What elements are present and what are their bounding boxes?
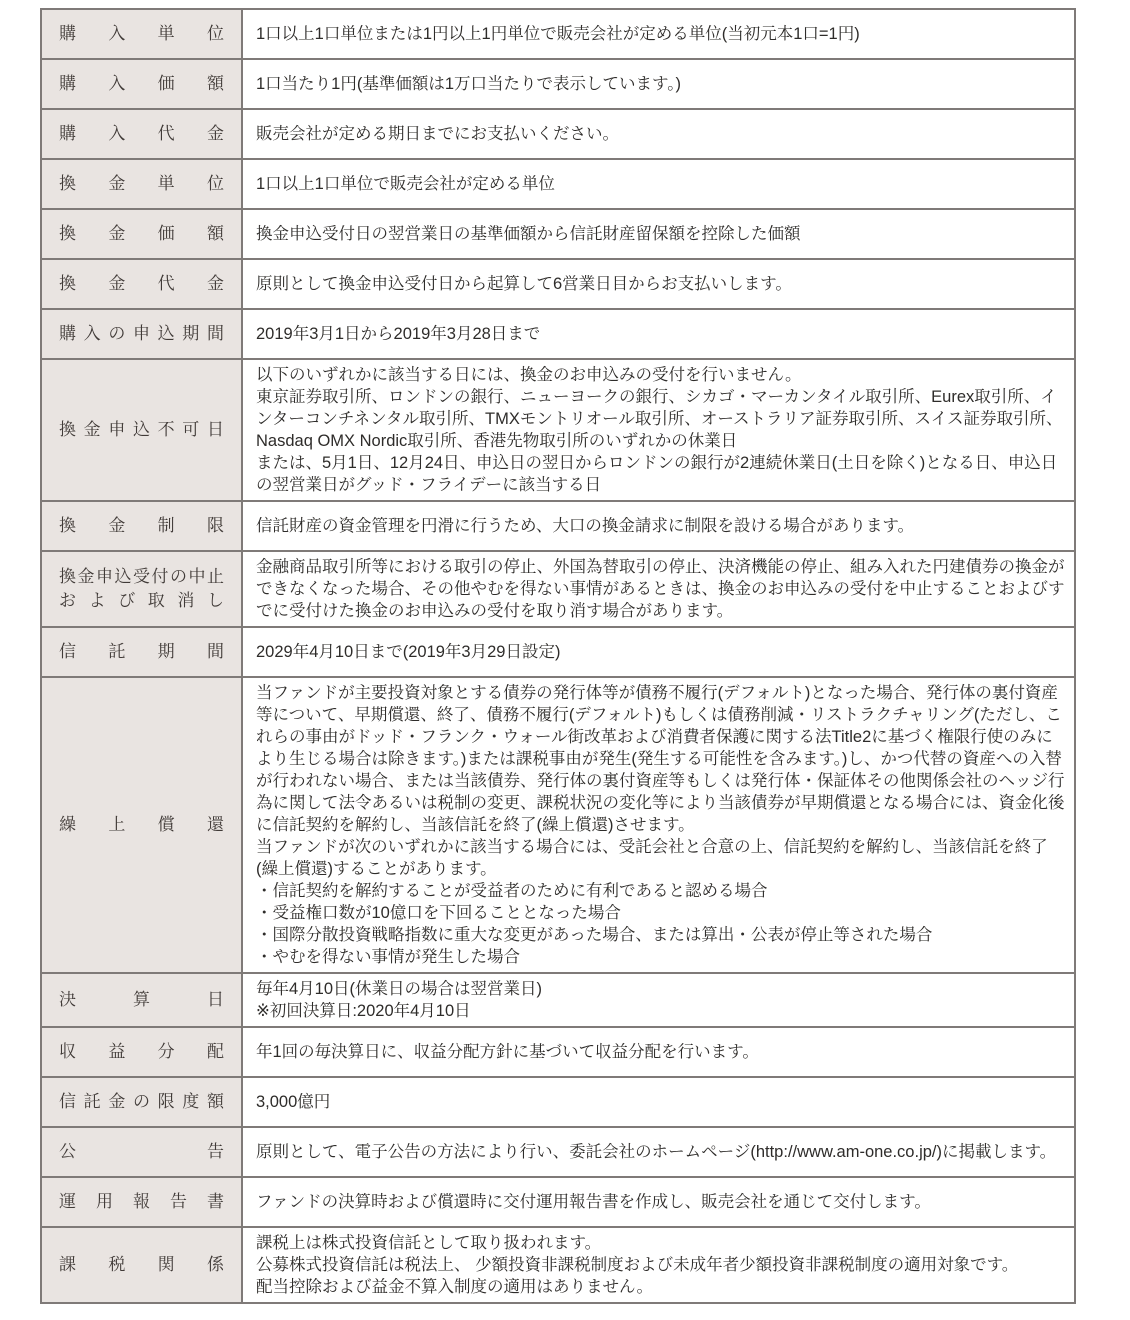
row-label [41,159,242,209]
content-paragraph: または、5月1日、12月24日、申込日の翌日からロンドンの銀行が2連続休業日(土日を除く)となる日、申込日の翌営業日がグッド・フライデーに該当する日 [256,454,1058,494]
content-paragraph: ・国際分散投資戦略指数に重大な変更があった場合、または算出・公表が停止等された場合 [256,926,933,944]
content-paragraph: 公募株式投資信託は税法上、 少額投資非課税制度および未成年者少額投資非課税制度の適用対象です。 [256,1256,1019,1274]
content-paragraph: ・受益権口数が10億口を下回ることとなった場合 [256,904,621,922]
content-paragraph: 信託財産の資金管理を円滑に行うため、大口の換金請求に制限を設ける場合があります。 [256,517,915,535]
row-label [41,1077,242,1127]
table-row [41,59,1075,109]
content-paragraph: 原則として、電子公告の方法により行い、委託会社のホームページ(http://www.am-one.co.jp/)に掲載します。 [256,1143,1057,1161]
row-label [41,309,242,359]
content-paragraph: 東京証券取引所、ロンドンの銀行、ニューヨークの銀行、シカゴ・マーカンタイル取引所、Eurex取引所、インターコンチネンタル取引所、TMXモントリオール取引所、オーストラリア証券取引所、スイス証券取引所、Nasdaq OMX Nordic取引所、香港先物取引所のいずれかの休業日 [256,388,1063,450]
table-row [41,627,1075,677]
row-content [242,1227,1075,1303]
row-label-line: 購 入 代 金 [59,124,224,143]
row-content [242,9,1075,59]
row-label-line: 信 託 期 間 [59,642,224,661]
content-paragraph: ・信託契約を解約することが受益者のために有利であると認める場合 [256,882,768,900]
row-content [242,1027,1075,1077]
content-paragraph: ファンドの決算時および償還時に交付運用報告書を作成し、販売会社を通じて交付します。 [256,1193,931,1211]
row-content [242,209,1075,259]
table-row [41,109,1075,159]
content-paragraph: 2019年3月1日から2019年3月28日まで [256,325,541,343]
row-label [41,1027,242,1077]
table-row [41,501,1075,551]
row-label [41,501,242,551]
row-label [41,627,242,677]
row-label-line: 換 金 価 額 [59,224,224,243]
row-label-line: 繰 上 償 還 [59,815,224,834]
content-paragraph: ・やむを得ない事情が発生した場合 [256,948,520,966]
row-label [41,109,242,159]
row-content [242,677,1075,973]
table-row [41,1227,1075,1303]
row-content [242,973,1075,1027]
table-row [41,259,1075,309]
content-paragraph: 年1回の毎決算日に、収益分配方針に基づいて収益分配を行います。 [256,1043,759,1061]
row-label-line: 購 入 の 申 込 期 間 [59,324,224,343]
table-row [41,9,1075,59]
fund-summary-table-body [41,9,1075,1303]
content-paragraph: 1口以上1口単位または1円以上1円単位で販売会社が定める単位(当初元本1口=1円) [256,25,860,43]
row-label-line: 換 金 単 位 [59,174,224,193]
table-row [41,973,1075,1027]
row-label [41,59,242,109]
table-row [41,209,1075,259]
fund-summary-table [40,8,1076,1304]
row-label [41,259,242,309]
row-content [242,627,1075,677]
content-paragraph: 原則として換金申込受付日から起算して6営業日目からお支払いします。 [256,275,792,293]
row-content [242,159,1075,209]
row-label-line: 公 告 [59,1142,224,1161]
row-label-line: 換 金 申 込 受 付 の 中 止 [59,567,224,586]
row-label-line: 決 算 日 [59,990,224,1009]
table-row [41,677,1075,973]
row-label [41,1227,242,1303]
content-paragraph: 1口当たり1円(基準価額は1万口当たりで表示しています。) [256,75,681,93]
table-row [41,1027,1075,1077]
row-label [41,973,242,1027]
content-paragraph: 3,000億円 [256,1093,331,1111]
content-paragraph: 金融商品取引所等における取引の停止、外国為替取引の停止、決済機能の停止、組み入れた円建債券の換金ができなくなった場合、その他やむを得ない事情があるときは、換金のお申込みの受付を中止することおよびすでに受付けた換金のお申込みの受付を取り消す場合があります。 [256,558,1065,620]
content-paragraph: 当ファンドが次のいずれかに該当する場合には、受託会社と合意の上、信託契約を解約し、当該信託を終了(繰上償還)することがあります。 [256,838,1048,878]
content-paragraph: 1口以上1口単位で販売会社が定める単位 [256,175,555,193]
content-paragraph: 配当控除および益金不算入制度の適用はありません。 [256,1278,653,1296]
table-row [41,309,1075,359]
content-paragraph: 以下のいずれかに該当する日には、換金のお申込みの受付を行いません。 [256,366,802,384]
row-content [242,359,1075,501]
table-row [41,159,1075,209]
row-content [242,1077,1075,1127]
row-label [41,209,242,259]
row-label-line: 購 入 価 額 [59,74,224,93]
row-label-line: 換 金 代 金 [59,274,224,293]
content-paragraph: 毎年4月10日(休業日の場合は翌営業日) [256,980,543,998]
table-row [41,1127,1075,1177]
row-label-line: 換 金 制 限 [59,516,224,535]
table-row [41,1077,1075,1127]
row-label [41,677,242,973]
row-label-line: 収 益 分 配 [59,1042,224,1061]
content-paragraph: 2029年4月10日まで(2019年3月29日設定) [256,643,561,661]
row-label [41,9,242,59]
row-content [242,309,1075,359]
content-paragraph: 課税上は株式投資信託として取り扱われます。 [256,1234,602,1252]
content-paragraph: ※初回決算日:2020年4月10日 [256,1002,471,1020]
row-label-line: 運 用 報 告 書 [59,1192,224,1211]
row-label [41,551,242,627]
table-row [41,551,1075,627]
row-content [242,1127,1075,1177]
row-label-line: お よ び 取 消 し [59,591,224,610]
content-paragraph: 換金申込受付日の翌営業日の基準価額から信託財産留保額を控除した価額 [256,225,801,243]
row-label [41,1177,242,1227]
row-content [242,259,1075,309]
row-label [41,1127,242,1177]
row-label-line: 換 金 申 込 不 可 日 [59,420,224,439]
row-label-line: 信 託 金 の 限 度 額 [59,1092,224,1111]
row-content [242,59,1075,109]
row-content [242,1177,1075,1227]
content-paragraph: 当ファンドが主要投資対象とする債券の発行体等が債務不履行(デフォルト)となった場合、発行体の裏付資産等について、早期償還、終了、債務不履行(デフォルト)もしくは債務削減・リストラクチャリング(ただし、これらの事由がドッド・フランク・ウォール街改革および消費者保護に関する法Title2に基づく権限行使のみにより生じる場合は除きます。)または課税事由が発生(発生する可能性を含みます。)し、かつ代替の資産への入替が行われない場合、または当該債券、発行体の裏付資産等もしくは発行体・保証体その他関係会社のヘッジ行為に関して法令あるいは税制の変更、課税状況の変化等により当該債券が早期償還となる場合には、資金化後に信託契約を解約し、当該信託を終了(繰上償還)させます。 [256,684,1065,834]
table-row [41,1177,1075,1227]
row-content [242,501,1075,551]
row-label-line: 購 入 単 位 [59,24,224,43]
row-content [242,109,1075,159]
content-paragraph: 販売会社が定める期日までにお支払いください。 [256,125,619,143]
row-label-line: 課 税 関 係 [59,1255,224,1274]
table-row [41,359,1075,501]
row-content [242,551,1075,627]
row-label [41,359,242,501]
